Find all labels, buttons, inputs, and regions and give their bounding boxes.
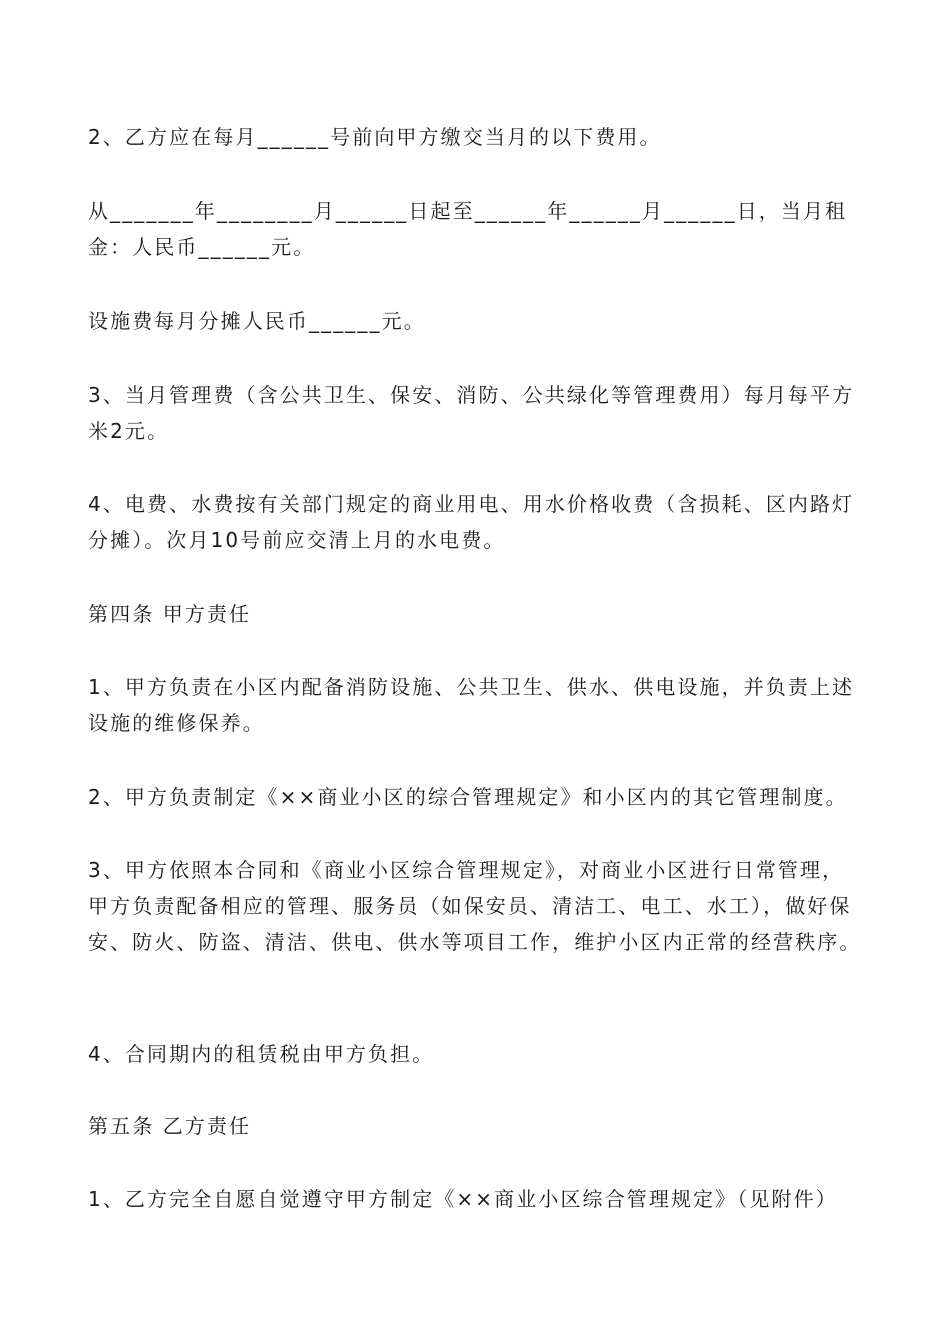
paragraph-party-a-duty-2: 2、甲方负责制定《××商业小区的综合管理规定》和小区内的其它管理制度。 xyxy=(88,785,848,809)
section-heading-party-b-duties: 第五条 乙方责任 xyxy=(88,1114,252,1138)
paragraph-party-a-duty-4: 4、合同期内的租赁税由甲方负担。 xyxy=(88,1042,435,1066)
paragraph-utility-fees: 4、电费、水费按有关部门规定的商业用电、用水价格收费（含损耗、区内路灯分摊）。次月10号前应交清上月的水电费。 xyxy=(88,492,855,552)
paragraph-rent-period: 从_______年________月______日起至______年______月______日，当月租金：人民币______元。 xyxy=(88,199,848,259)
paragraph-facility-fee: 设施费每月分摊人民币______元。 xyxy=(88,309,426,333)
section-heading-party-a-duties: 第四条 甲方责任 xyxy=(88,602,252,626)
paragraph-party-b-duty-1: 1、乙方完全自愿自觉遵守甲方制定《××商业小区综合管理规定》（见附件） xyxy=(88,1187,838,1211)
paragraph-party-a-duty-1: 1、甲方负责在小区内配备消防设施、公共卫生、供水、供电设施，并负责上述设施的维修保养。 xyxy=(88,675,855,735)
paragraph-management-fee: 3、当月管理费（含公共卫生、保安、消防、公共绿化等管理费用）每月每平方米2元。 xyxy=(88,383,855,443)
paragraph-payment-deadline: 2、乙方应在每月______号前向甲方缴交当月的以下费用。 xyxy=(88,125,662,149)
paragraph-party-a-duty-3: 3、甲方依照本合同和《商业小区综合管理规定》，对商业小区进行日常管理，甲方负责配备相应的管理、服务员（如保安员、清洁工、电工、水工），做好保安、防火、防盗、清洁、供电、供水等项目工作，维护小区内正常的经营秩序。 xyxy=(88,858,862,954)
